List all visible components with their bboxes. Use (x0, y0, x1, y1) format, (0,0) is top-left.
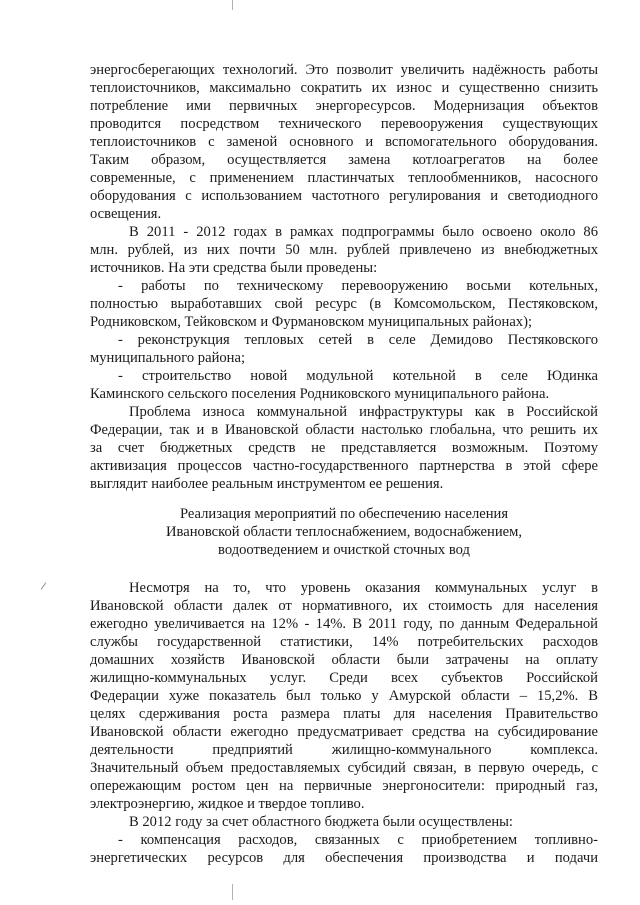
text-line: службы государственной статистики, 14% потребительских расходов (90, 634, 598, 650)
text-line: источников. На эти средства были проведены: (90, 260, 378, 276)
text-line: домашних хозяйств Ивановской области были затрачены на оплату (90, 652, 598, 668)
text-line: млн. рублей, из них почти 50 млн. рублей привлечено из внебюджетных (90, 242, 598, 258)
list-item-line: - работы по техническому перевооружению восьми котельных, (118, 278, 598, 294)
scan-mark (232, 0, 233, 10)
scan-mark (232, 884, 233, 900)
text-line: выглядит наиболее реальным инструментом ее решения. (90, 476, 444, 492)
text-line: Каминского сельского поселения Родниковского муниципального района. (90, 386, 550, 402)
text-line: Ивановской области ежегодно предусматривает средства на субсидирование (90, 724, 598, 740)
text-line: Таким образом, осуществляется замена котлоагрегатов на более (90, 152, 598, 168)
section-heading: водоотведением и очисткой сточных вод (218, 542, 470, 558)
text-line: Проблема износа коммунальной инфраструктуры как в Российской (129, 404, 598, 420)
section-heading: Ивановской области теплоснабжением, водоснабжением, (166, 524, 522, 540)
text-line: современные, с применением пластинчатых теплообменников, насосного (90, 170, 598, 186)
section-heading: Реализация мероприятий по обеспечению населения (179, 506, 509, 522)
text-line: энергосберегающих технологий. Это позволит увеличить надёжность работы (90, 62, 598, 78)
text-line: освещения. (90, 206, 162, 222)
text-line: теплоисточников, максимально сократить их износ и существенно снизить (90, 80, 598, 96)
text-line: Федерации, так и в Ивановской области настолько глобальна, что решить их (90, 422, 598, 438)
text-line: Родниковском, Тейковском и Фурмановском муниципальных районах); (90, 314, 533, 330)
text-line: электроэнергию, жидкое и твердое топливо. (90, 796, 365, 812)
text-line: активизация процессов частно-государственного партнерства в этой сфере (90, 458, 598, 474)
text-line: Ивановской области далек от нормативного, их стоимость для населения (90, 598, 598, 614)
text-line: целях сдерживания роста размера платы для населения Правительство (90, 706, 598, 722)
text-line: ежегодно увеличивается на 12% - 14%. В 2011 году, по данным Федеральной (90, 616, 598, 632)
text-line: муниципального района; (90, 350, 246, 366)
text-line: В 2011 - 2012 годах в рамках подпрограммы было освоено около 86 (129, 224, 598, 240)
text-line: опережающим ростом цен на первичные энергоносители: природный газ, (90, 778, 598, 794)
list-item-line: - строительство новой модульной котельной в селе Юдинка (118, 368, 598, 384)
text-line: проводится посредством технического перевооружения существующих (90, 116, 598, 132)
text-line: энергетических ресурсов для обеспечения производства и подачи (90, 850, 598, 866)
text-line: Значительный объем предоставляемых субсидий связан, в первую очередь, с (90, 760, 598, 776)
text-line: деятельности предприятий жилищно-коммунального комплекса. (90, 742, 598, 758)
text-line: за счет бюджетных средств не представляется возможным. Поэтому (90, 440, 598, 456)
text-line: В 2012 году за счет областного бюджета были осуществлены: (129, 814, 513, 830)
list-item-line: - компенсация расходов, связанных с приобретением топливно- (118, 832, 598, 848)
text-line: оборудования с использованием частотного регулирования и светодиодного (90, 188, 598, 204)
list-item-line: - реконструкция тепловых сетей в селе Демидово Пестяковского (118, 332, 598, 348)
scan-mark (41, 582, 46, 589)
text-line: потребление ими первичных энергоресурсов. Модернизация объектов (90, 98, 598, 114)
text-line: Несмотря на то, что уровень оказания коммунальных услуг в (129, 580, 598, 596)
text-line: полностью выработавших свой ресурс (в Комсомольском, Пестяковском, (90, 296, 598, 312)
text-line: жилищно-коммунальных услуг. Среди всех субъектов Российской (90, 670, 598, 686)
text-line: теплоисточников с заменой основного и вспомогательного оборудования. (90, 134, 598, 150)
text-line: Федерации хуже показатель был только у Амурской области – 15,2%. В (90, 688, 598, 704)
